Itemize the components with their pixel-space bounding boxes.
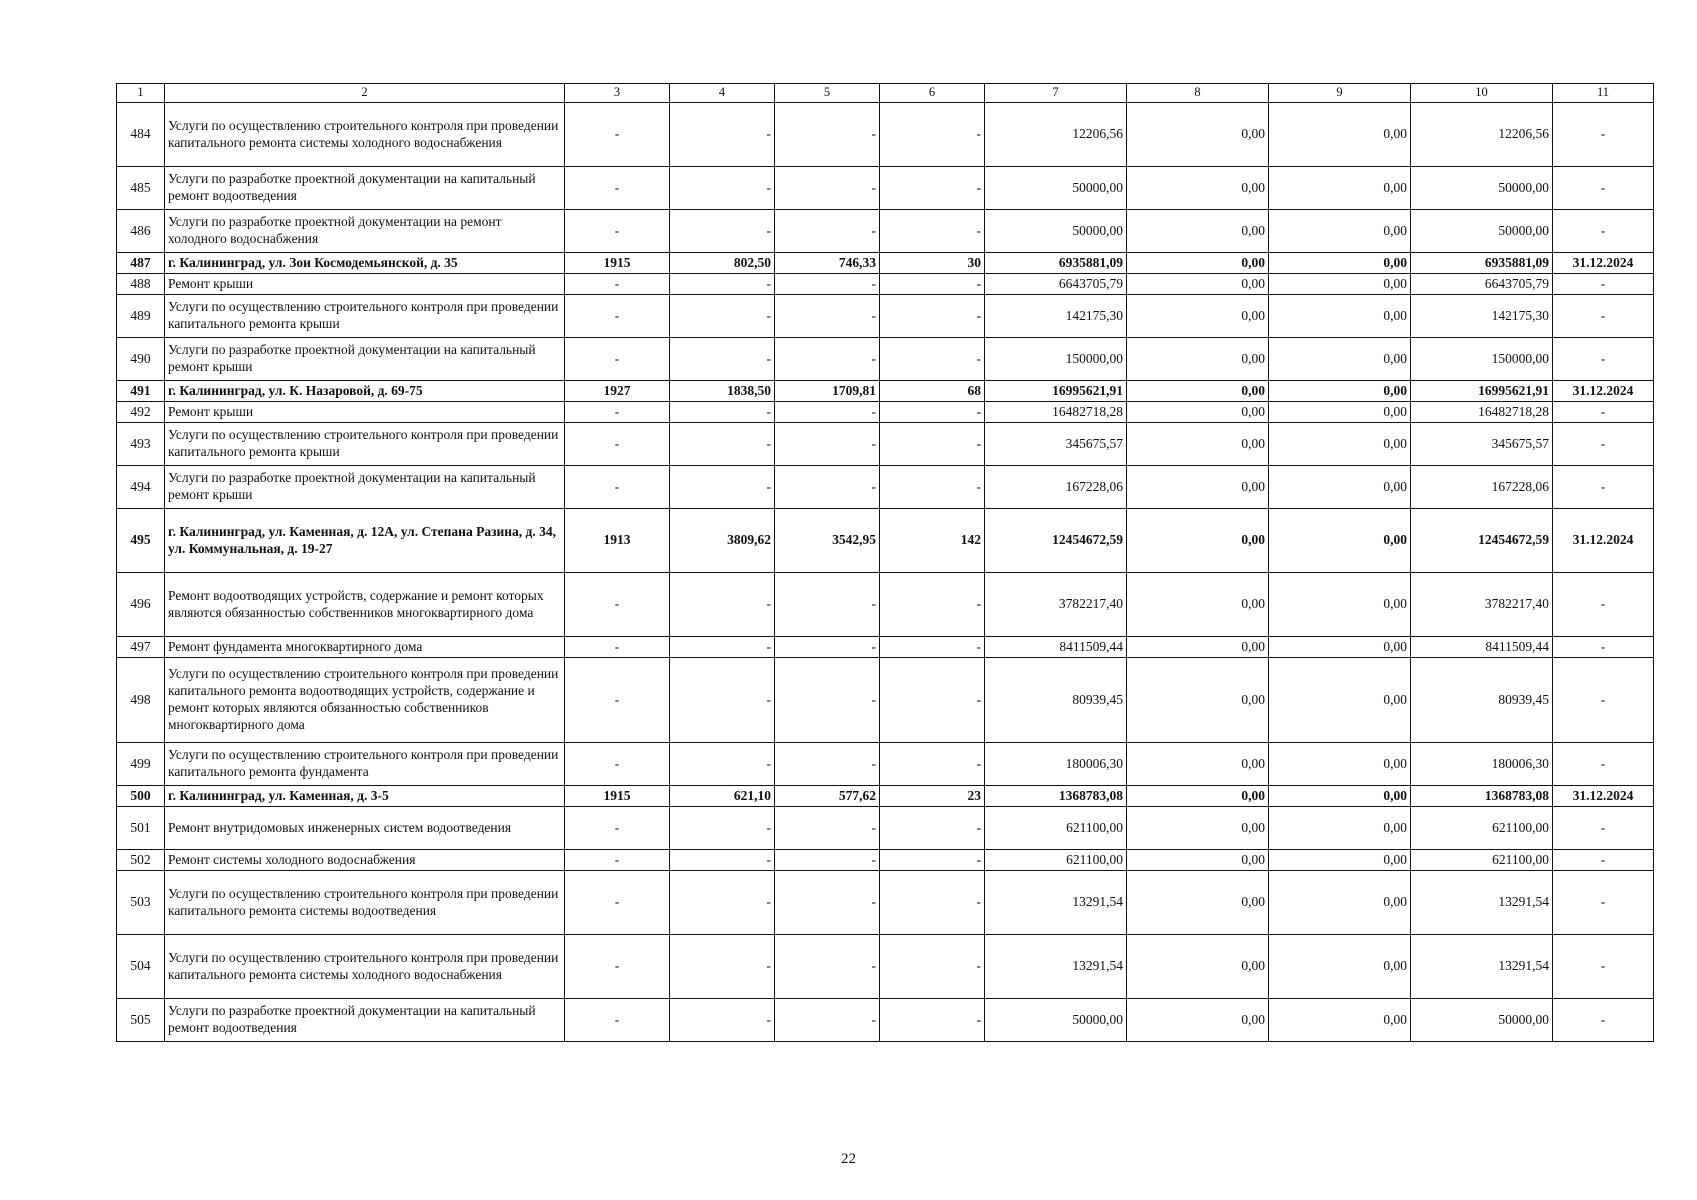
- area-total-cell: -: [670, 573, 775, 637]
- cost-total-cell: 345675,57: [985, 423, 1127, 466]
- area-living-cell: 1709,81: [775, 381, 880, 402]
- row-number-cell: 493: [117, 423, 165, 466]
- cost-total-cell: 50000,00: [985, 999, 1127, 1042]
- fund-federal-cell: 0,00: [1127, 253, 1269, 274]
- year-cell: -: [565, 743, 670, 786]
- work-item-row: [117, 402, 1654, 423]
- area-total-cell: -: [670, 743, 775, 786]
- work-item-row: [117, 637, 1654, 658]
- deadline-cell: -: [1553, 871, 1654, 935]
- description-cell: Ремонт фундамента многоквартирного дома: [165, 637, 565, 658]
- year-cell: -: [565, 295, 670, 338]
- deadline-cell: -: [1553, 423, 1654, 466]
- deadline-cell: -: [1553, 935, 1654, 999]
- row-number-cell: 488: [117, 274, 165, 295]
- residents-cell: -: [880, 807, 985, 850]
- area-living-cell: 577,62: [775, 786, 880, 807]
- work-item-row: [117, 573, 1654, 637]
- fund-federal-cell: 0,00: [1127, 786, 1269, 807]
- fund-regional-cell: 0,00: [1269, 103, 1411, 167]
- work-item-row: [117, 466, 1654, 509]
- year-cell: -: [565, 871, 670, 935]
- address-row: [117, 786, 1654, 807]
- fund-regional-cell: 0,00: [1269, 381, 1411, 402]
- cost-total-cell: 16995621,91: [985, 381, 1127, 402]
- area-total-cell: 802,50: [670, 253, 775, 274]
- area-living-cell: -: [775, 466, 880, 509]
- column-header: 4: [670, 84, 775, 103]
- residents-cell: 23: [880, 786, 985, 807]
- deadline-cell: -: [1553, 103, 1654, 167]
- area-total-cell: -: [670, 871, 775, 935]
- deadline-cell: -: [1553, 338, 1654, 381]
- deadline-cell: 31.12.2024: [1553, 509, 1654, 573]
- area-living-cell: -: [775, 274, 880, 295]
- deadline-cell: 31.12.2024: [1553, 786, 1654, 807]
- residents-cell: -: [880, 167, 985, 210]
- cost-total-cell: 142175,30: [985, 295, 1127, 338]
- deadline-cell: -: [1553, 658, 1654, 743]
- row-number-cell: 503: [117, 871, 165, 935]
- column-header: 6: [880, 84, 985, 103]
- work-item-row: [117, 295, 1654, 338]
- residents-cell: -: [880, 573, 985, 637]
- deadline-cell: -: [1553, 295, 1654, 338]
- fund-federal-cell: 0,00: [1127, 402, 1269, 423]
- area-living-cell: -: [775, 423, 880, 466]
- year-cell: -: [565, 637, 670, 658]
- work-item-row: [117, 167, 1654, 210]
- area-total-cell: -: [670, 637, 775, 658]
- column-number-row: [117, 84, 1654, 103]
- area-living-cell: -: [775, 210, 880, 253]
- capital-repair-table: [116, 83, 1654, 1042]
- column-header: 1: [117, 84, 165, 103]
- description-cell: Услуги по осуществлению строительного контроля при проведении капитального ремонта системы водоотведения: [165, 871, 565, 935]
- work-item-row: [117, 743, 1654, 786]
- row-number-cell: 496: [117, 573, 165, 637]
- area-total-cell: -: [670, 658, 775, 743]
- description-cell: Ремонт системы холодного водоснабжения: [165, 850, 565, 871]
- year-cell: -: [565, 210, 670, 253]
- description-cell: Услуги по разработке проектной документации на капитальный ремонт крыши: [165, 466, 565, 509]
- residents-cell: -: [880, 999, 985, 1042]
- fund-owners-cell: 150000,00: [1411, 338, 1553, 381]
- area-living-cell: -: [775, 743, 880, 786]
- fund-regional-cell: 0,00: [1269, 167, 1411, 210]
- description-cell: г. Калининград, ул. Каменная, д. 3-5: [165, 786, 565, 807]
- work-item-row: [117, 935, 1654, 999]
- area-living-cell: -: [775, 850, 880, 871]
- residents-cell: 68: [880, 381, 985, 402]
- page-number: 22: [841, 1151, 856, 1167]
- row-number-cell: 492: [117, 402, 165, 423]
- area-living-cell: -: [775, 807, 880, 850]
- area-living-cell: -: [775, 999, 880, 1042]
- area-total-cell: -: [670, 167, 775, 210]
- fund-federal-cell: 0,00: [1127, 466, 1269, 509]
- description-cell: Услуги по разработке проектной документации на капитальный ремонт водоотведения: [165, 999, 565, 1042]
- fund-federal-cell: 0,00: [1127, 637, 1269, 658]
- cost-total-cell: 8411509,44: [985, 637, 1127, 658]
- fund-federal-cell: 0,00: [1127, 573, 1269, 637]
- area-living-cell: -: [775, 871, 880, 935]
- area-living-cell: -: [775, 402, 880, 423]
- description-cell: Услуги по осуществлению строительного контроля при проведении капитального ремонта крыши: [165, 295, 565, 338]
- row-number-cell: 504: [117, 935, 165, 999]
- deadline-cell: -: [1553, 167, 1654, 210]
- row-number-cell: 484: [117, 103, 165, 167]
- fund-regional-cell: 0,00: [1269, 807, 1411, 850]
- fund-federal-cell: 0,00: [1127, 509, 1269, 573]
- description-cell: Услуги по разработке проектной документации на ремонт холодного водоснабжения: [165, 210, 565, 253]
- fund-regional-cell: 0,00: [1269, 466, 1411, 509]
- area-total-cell: -: [670, 423, 775, 466]
- deadline-cell: -: [1553, 637, 1654, 658]
- year-cell: -: [565, 658, 670, 743]
- fund-regional-cell: 0,00: [1269, 295, 1411, 338]
- deadline-cell: -: [1553, 743, 1654, 786]
- description-cell: Услуги по осуществлению строительного контроля при проведении капитального ремонта фундамента: [165, 743, 565, 786]
- residents-cell: -: [880, 658, 985, 743]
- year-cell: -: [565, 807, 670, 850]
- area-total-cell: -: [670, 999, 775, 1042]
- fund-federal-cell: 0,00: [1127, 935, 1269, 999]
- work-item-row: [117, 871, 1654, 935]
- residents-cell: 142: [880, 509, 985, 573]
- fund-federal-cell: 0,00: [1127, 338, 1269, 381]
- fund-regional-cell: 0,00: [1269, 786, 1411, 807]
- year-cell: -: [565, 338, 670, 381]
- deadline-cell: -: [1553, 807, 1654, 850]
- column-header: 9: [1269, 84, 1411, 103]
- fund-regional-cell: 0,00: [1269, 999, 1411, 1042]
- description-cell: Услуги по осуществлению строительного контроля при проведении капитального ремонта водоотводящих устройств, содержание и ремонт которых являются обязанностью собственников многоквартирного дома: [165, 658, 565, 743]
- year-cell: -: [565, 999, 670, 1042]
- residents-cell: -: [880, 274, 985, 295]
- fund-regional-cell: 0,00: [1269, 935, 1411, 999]
- work-item-row: [117, 658, 1654, 743]
- column-header: 8: [1127, 84, 1269, 103]
- deadline-cell: -: [1553, 999, 1654, 1042]
- area-total-cell: -: [670, 295, 775, 338]
- area-living-cell: -: [775, 338, 880, 381]
- row-number-cell: 491: [117, 381, 165, 402]
- cost-total-cell: 180006,30: [985, 743, 1127, 786]
- fund-owners-cell: 12454672,59: [1411, 509, 1553, 573]
- row-number-cell: 494: [117, 466, 165, 509]
- fund-regional-cell: 0,00: [1269, 338, 1411, 381]
- residents-cell: -: [880, 103, 985, 167]
- area-total-cell: -: [670, 807, 775, 850]
- fund-federal-cell: 0,00: [1127, 210, 1269, 253]
- row-number-cell: 500: [117, 786, 165, 807]
- area-living-cell: -: [775, 295, 880, 338]
- fund-federal-cell: 0,00: [1127, 423, 1269, 466]
- residents-cell: -: [880, 871, 985, 935]
- area-living-cell: -: [775, 573, 880, 637]
- fund-owners-cell: 50000,00: [1411, 999, 1553, 1042]
- cost-total-cell: 50000,00: [985, 210, 1127, 253]
- cost-total-cell: 150000,00: [985, 338, 1127, 381]
- fund-owners-cell: 345675,57: [1411, 423, 1553, 466]
- row-number-cell: 498: [117, 658, 165, 743]
- row-number-cell: 486: [117, 210, 165, 253]
- area-total-cell: -: [670, 210, 775, 253]
- fund-owners-cell: 13291,54: [1411, 935, 1553, 999]
- residents-cell: -: [880, 466, 985, 509]
- area-total-cell: -: [670, 103, 775, 167]
- fund-federal-cell: 0,00: [1127, 167, 1269, 210]
- cost-total-cell: 12206,56: [985, 103, 1127, 167]
- row-number-cell: 487: [117, 253, 165, 274]
- year-cell: -: [565, 466, 670, 509]
- area-total-cell: -: [670, 338, 775, 381]
- area-living-cell: -: [775, 658, 880, 743]
- year-cell: -: [565, 573, 670, 637]
- area-total-cell: -: [670, 466, 775, 509]
- cost-total-cell: 3782217,40: [985, 573, 1127, 637]
- fund-federal-cell: 0,00: [1127, 658, 1269, 743]
- work-item-row: [117, 103, 1654, 167]
- fund-federal-cell: 0,00: [1127, 999, 1269, 1042]
- description-cell: г. Калининград, ул. Зои Космодемьянской, д. 35: [165, 253, 565, 274]
- work-item-row: [117, 274, 1654, 295]
- area-living-cell: 3542,95: [775, 509, 880, 573]
- year-cell: 1915: [565, 253, 670, 274]
- fund-federal-cell: 0,00: [1127, 103, 1269, 167]
- cost-total-cell: 167228,06: [985, 466, 1127, 509]
- deadline-cell: 31.12.2024: [1553, 253, 1654, 274]
- fund-regional-cell: 0,00: [1269, 658, 1411, 743]
- deadline-cell: -: [1553, 274, 1654, 295]
- fund-federal-cell: 0,00: [1127, 274, 1269, 295]
- year-cell: -: [565, 167, 670, 210]
- year-cell: 1913: [565, 509, 670, 573]
- row-number-cell: 497: [117, 637, 165, 658]
- area-living-cell: -: [775, 167, 880, 210]
- work-item-row: [117, 999, 1654, 1042]
- description-cell: Ремонт крыши: [165, 274, 565, 295]
- fund-owners-cell: 50000,00: [1411, 210, 1553, 253]
- residents-cell: -: [880, 637, 985, 658]
- cost-total-cell: 621100,00: [985, 850, 1127, 871]
- row-number-cell: 485: [117, 167, 165, 210]
- cost-total-cell: 16482718,28: [985, 402, 1127, 423]
- cost-total-cell: 12454672,59: [985, 509, 1127, 573]
- column-header: 10: [1411, 84, 1553, 103]
- deadline-cell: -: [1553, 402, 1654, 423]
- address-row: [117, 381, 1654, 402]
- fund-federal-cell: 0,00: [1127, 871, 1269, 935]
- work-item-row: [117, 210, 1654, 253]
- column-header: 5: [775, 84, 880, 103]
- fund-regional-cell: 0,00: [1269, 210, 1411, 253]
- area-total-cell: 621,10: [670, 786, 775, 807]
- row-number-cell: 490: [117, 338, 165, 381]
- description-cell: г. Калининград, ул. К. Назаровой, д. 69-75: [165, 381, 565, 402]
- work-item-row: [117, 807, 1654, 850]
- year-cell: -: [565, 850, 670, 871]
- area-total-cell: 1838,50: [670, 381, 775, 402]
- fund-regional-cell: 0,00: [1269, 274, 1411, 295]
- description-cell: Услуги по осуществлению строительного контроля при проведении капитального ремонта системы холодного водоснабжения: [165, 103, 565, 167]
- cost-total-cell: 621100,00: [985, 807, 1127, 850]
- description-cell: г. Калининград, ул. Каменная, д. 12А, ул. Степана Разина, д. 34, ул. Коммунальная, д. 19-27: [165, 509, 565, 573]
- area-total-cell: -: [670, 935, 775, 999]
- fund-owners-cell: 80939,45: [1411, 658, 1553, 743]
- deadline-cell: -: [1553, 850, 1654, 871]
- address-row: [117, 253, 1654, 274]
- cost-total-cell: 1368783,08: [985, 786, 1127, 807]
- fund-owners-cell: 12206,56: [1411, 103, 1553, 167]
- fund-owners-cell: 1368783,08: [1411, 786, 1553, 807]
- description-cell: Услуги по разработке проектной документации на капитальный ремонт крыши: [165, 338, 565, 381]
- residents-cell: -: [880, 210, 985, 253]
- work-item-row: [117, 850, 1654, 871]
- fund-regional-cell: 0,00: [1269, 743, 1411, 786]
- fund-regional-cell: 0,00: [1269, 871, 1411, 935]
- fund-owners-cell: 3782217,40: [1411, 573, 1553, 637]
- fund-regional-cell: 0,00: [1269, 573, 1411, 637]
- area-living-cell: 746,33: [775, 253, 880, 274]
- residents-cell: -: [880, 338, 985, 381]
- fund-regional-cell: 0,00: [1269, 509, 1411, 573]
- fund-owners-cell: 180006,30: [1411, 743, 1553, 786]
- table-body: [117, 103, 1654, 1042]
- work-item-row: [117, 423, 1654, 466]
- column-header: 7: [985, 84, 1127, 103]
- fund-owners-cell: 13291,54: [1411, 871, 1553, 935]
- cost-total-cell: 6643705,79: [985, 274, 1127, 295]
- year-cell: 1927: [565, 381, 670, 402]
- column-header: 3: [565, 84, 670, 103]
- deadline-cell: 31.12.2024: [1553, 381, 1654, 402]
- column-header: 2: [165, 84, 565, 103]
- work-item-row: [117, 338, 1654, 381]
- description-cell: Услуги по разработке проектной документации на капитальный ремонт водоотведения: [165, 167, 565, 210]
- residents-cell: -: [880, 402, 985, 423]
- fund-owners-cell: 16482718,28: [1411, 402, 1553, 423]
- fund-owners-cell: 8411509,44: [1411, 637, 1553, 658]
- description-cell: Услуги по осуществлению строительного контроля при проведении капитального ремонта системы холодного водоснабжения: [165, 935, 565, 999]
- area-total-cell: -: [670, 402, 775, 423]
- fund-regional-cell: 0,00: [1269, 402, 1411, 423]
- row-number-cell: 502: [117, 850, 165, 871]
- year-cell: -: [565, 103, 670, 167]
- area-living-cell: -: [775, 637, 880, 658]
- fund-regional-cell: 0,00: [1269, 637, 1411, 658]
- description-cell: Ремонт крыши: [165, 402, 565, 423]
- fund-owners-cell: 6643705,79: [1411, 274, 1553, 295]
- address-row: [117, 509, 1654, 573]
- year-cell: 1915: [565, 786, 670, 807]
- residents-cell: -: [880, 423, 985, 466]
- residents-cell: 30: [880, 253, 985, 274]
- fund-owners-cell: 16995621,91: [1411, 381, 1553, 402]
- year-cell: -: [565, 423, 670, 466]
- area-total-cell: 3809,62: [670, 509, 775, 573]
- deadline-cell: -: [1553, 210, 1654, 253]
- deadline-cell: -: [1553, 466, 1654, 509]
- year-cell: -: [565, 274, 670, 295]
- residents-cell: -: [880, 295, 985, 338]
- row-number-cell: 499: [117, 743, 165, 786]
- fund-federal-cell: 0,00: [1127, 743, 1269, 786]
- description-cell: Услуги по осуществлению строительного контроля при проведении капитального ремонта крыши: [165, 423, 565, 466]
- cost-total-cell: 6935881,09: [985, 253, 1127, 274]
- fund-regional-cell: 0,00: [1269, 423, 1411, 466]
- row-number-cell: 501: [117, 807, 165, 850]
- row-number-cell: 495: [117, 509, 165, 573]
- fund-federal-cell: 0,00: [1127, 295, 1269, 338]
- description-cell: Ремонт внутридомовых инженерных систем водоотведения: [165, 807, 565, 850]
- deadline-cell: -: [1553, 573, 1654, 637]
- description-cell: Ремонт водоотводящих устройств, содержание и ремонт которых являются обязанностью собственников многоквартирного дома: [165, 573, 565, 637]
- area-living-cell: -: [775, 103, 880, 167]
- fund-federal-cell: 0,00: [1127, 850, 1269, 871]
- fund-federal-cell: 0,00: [1127, 381, 1269, 402]
- cost-total-cell: 80939,45: [985, 658, 1127, 743]
- cost-total-cell: 13291,54: [985, 935, 1127, 999]
- fund-regional-cell: 0,00: [1269, 253, 1411, 274]
- residents-cell: -: [880, 935, 985, 999]
- fund-owners-cell: 142175,30: [1411, 295, 1553, 338]
- fund-regional-cell: 0,00: [1269, 850, 1411, 871]
- residents-cell: -: [880, 743, 985, 786]
- row-number-cell: 505: [117, 999, 165, 1042]
- residents-cell: -: [880, 850, 985, 871]
- area-total-cell: -: [670, 850, 775, 871]
- row-number-cell: 489: [117, 295, 165, 338]
- cost-total-cell: 13291,54: [985, 871, 1127, 935]
- column-header: 11: [1553, 84, 1654, 103]
- year-cell: -: [565, 935, 670, 999]
- fund-owners-cell: 621100,00: [1411, 807, 1553, 850]
- fund-owners-cell: 621100,00: [1411, 850, 1553, 871]
- fund-federal-cell: 0,00: [1127, 807, 1269, 850]
- cost-total-cell: 50000,00: [985, 167, 1127, 210]
- area-living-cell: -: [775, 935, 880, 999]
- fund-owners-cell: 6935881,09: [1411, 253, 1553, 274]
- fund-owners-cell: 167228,06: [1411, 466, 1553, 509]
- area-total-cell: -: [670, 274, 775, 295]
- year-cell: -: [565, 402, 670, 423]
- fund-owners-cell: 50000,00: [1411, 167, 1553, 210]
